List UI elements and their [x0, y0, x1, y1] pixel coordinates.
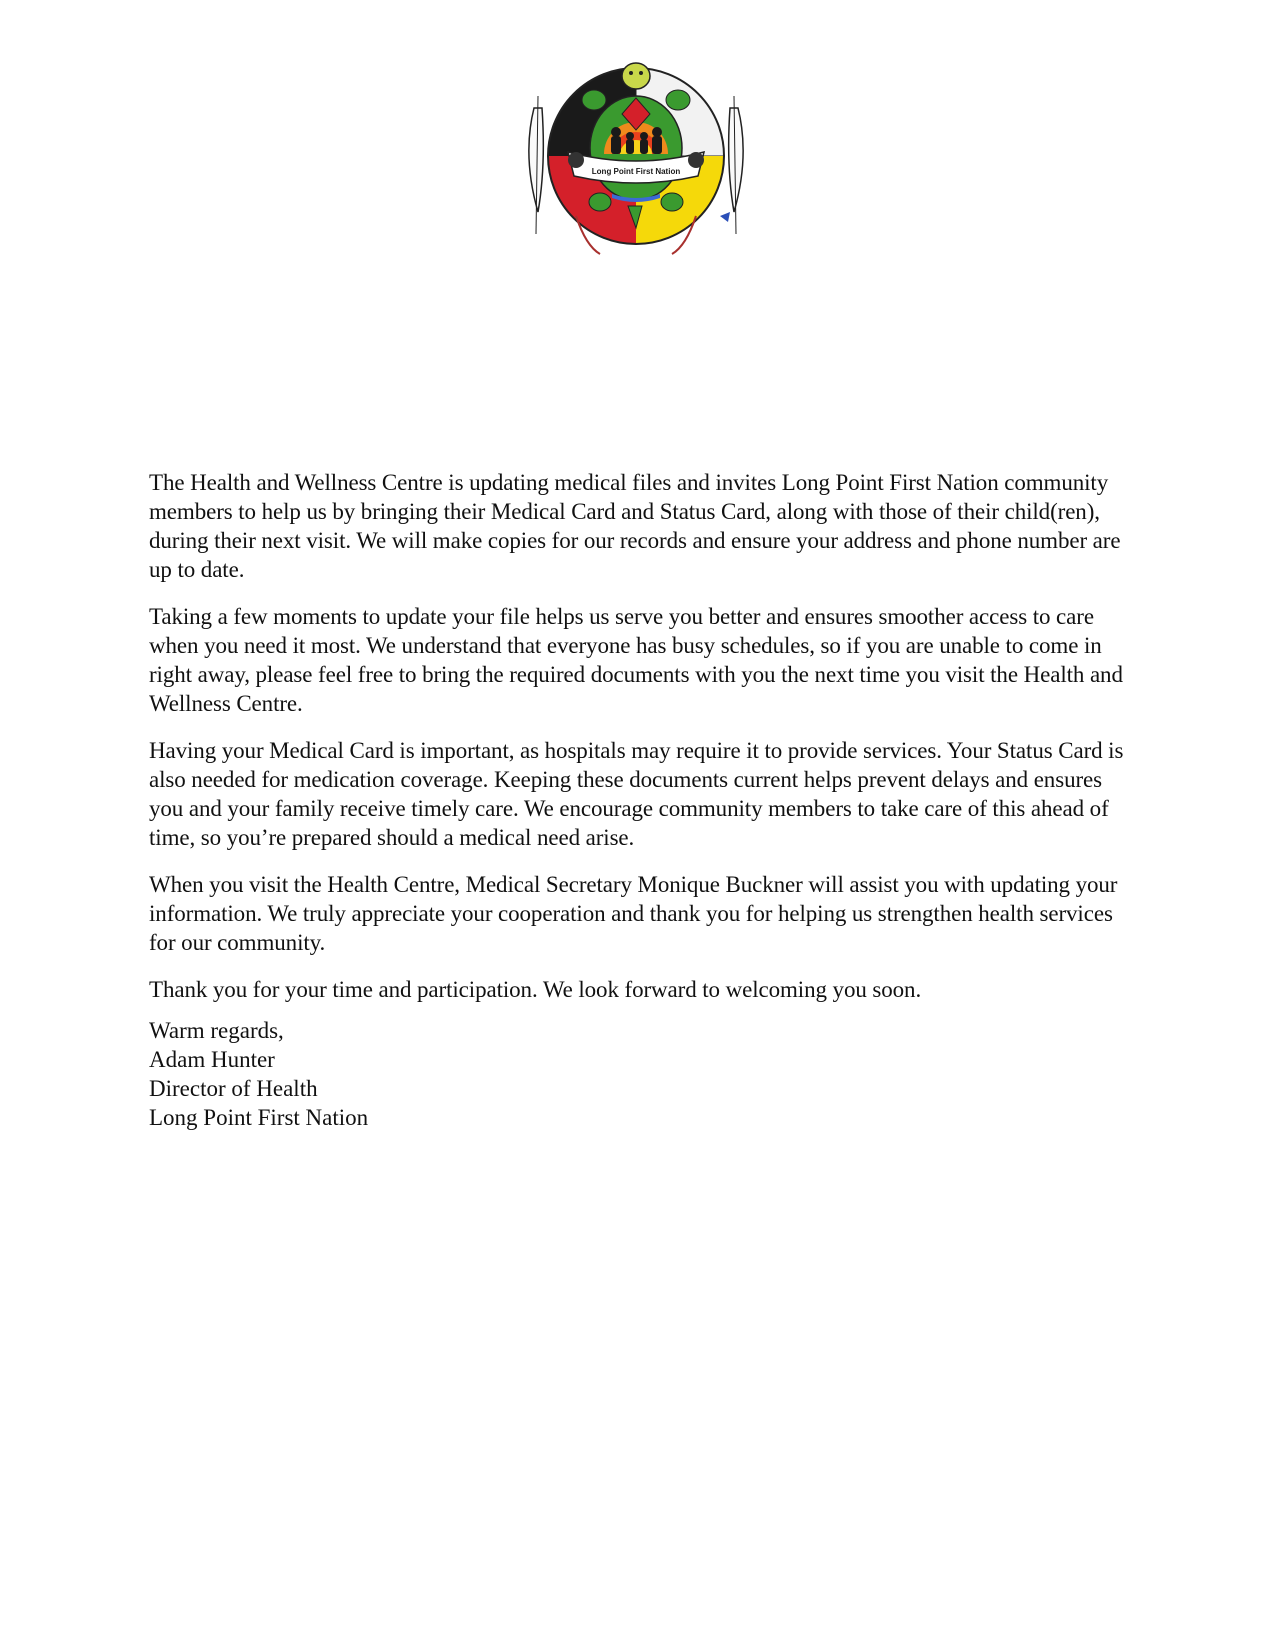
body-paragraph: The Health and Wellness Centre is updating medical files and invites Long Point First Nation community members to help us by bringing their Medical Card and Status Card, along with those of their child(ren), during their next visit. We will make copies for our records and ensure your address and phone number are up to date.: [149, 470, 1121, 582]
logo-graphic: [516, 56, 756, 262]
salutation: Warm regards,: [149, 1018, 284, 1043]
body-paragraph: Having your Medical Card is important, as hospitals may require it to provide services. Your Status Card is also needed for medication coverage. Keeping these documents current helps prevent delays and ensures you and your family receive timely care. We encourage community members to take care of this ahead of time, so you’re prepared should a medical need arise.: [149, 738, 1124, 850]
signer-organization: Long Point First Nation: [149, 1105, 369, 1130]
body-paragraph: Thank you for your time and participation. We look forward to welcoming you soon.: [149, 977, 922, 1002]
body-paragraph: When you visit the Health Centre, Medical Secretary Monique Buckner will assist you with updating your information. We truly appreciate your cooperation and thank you for helping us strengthen health services for our community.: [149, 872, 1118, 955]
signature-block: [149, 1016, 749, 1132]
turtle-medicine-wheel-logo-icon: [516, 56, 756, 262]
body-paragraph: Taking a few moments to update your file helps us serve you better and ensures smoother access to care when you need it most. We understand that everyone has busy schedules, so if you are unable to come in right away, please feel free to bring the required documents with you the next time you visit the Health and Wellness Centre.: [149, 604, 1123, 716]
letter-body: [149, 468, 1139, 1022]
logo-banner-text: Long Point First Nation: [591, 167, 681, 176]
signer-title: Director of Health: [149, 1076, 318, 1101]
signer-name: Adam Hunter: [149, 1047, 275, 1072]
